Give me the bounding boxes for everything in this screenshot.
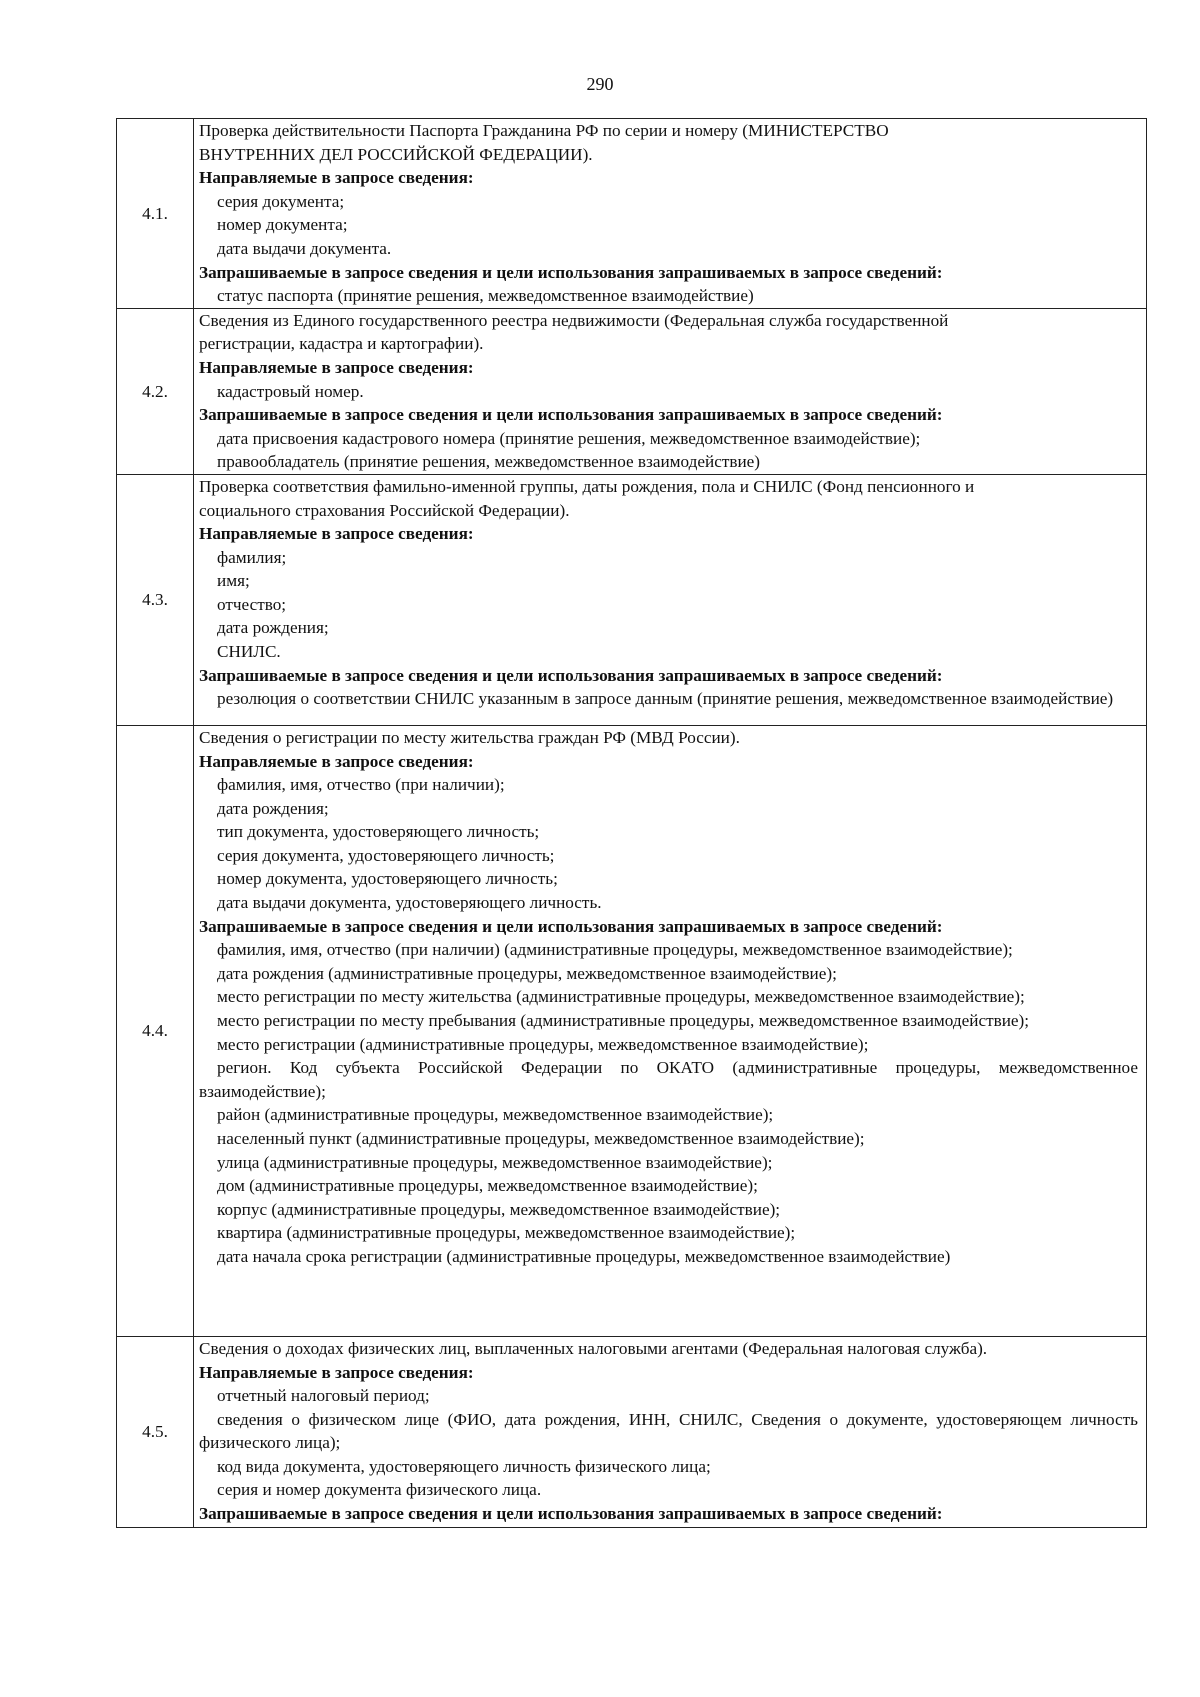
table-row xyxy=(117,308,1147,474)
requested-heading: Запрашиваемые в запросе сведения и цели использования запрашиваемых в запросе сведений: xyxy=(199,1504,943,1524)
sent-item: дата выдачи документа, удостоверяющего личность. xyxy=(217,893,602,913)
sent-item: дата выдачи документа. xyxy=(217,238,392,258)
table-row xyxy=(117,119,1147,309)
sent-heading: Направляемые в запросе сведения: xyxy=(199,168,474,188)
row-number: 4.3. xyxy=(117,474,194,725)
row-number: 4.2. xyxy=(117,308,194,474)
requested-item: регион. Код субъекта Российской Федерации по ОКАТО (административные процедуры, межведомственное взаимодействие); xyxy=(199,1058,1138,1101)
row-number: 4.5. xyxy=(117,1336,194,1527)
sent-item: отчетный налоговый период; xyxy=(217,1386,430,1406)
table-row xyxy=(117,1336,1147,1527)
requested-item: правообладатель (принятие решения, межведомственное взаимодействие) xyxy=(217,452,761,472)
requested-item: дата начала срока регистрации (административные процедуры, межведомственное взаимодействие) xyxy=(217,1246,951,1266)
row-content xyxy=(194,1336,1147,1527)
requested-item: резолюция о соответствии СНИЛС указанным в запросе данным (принятие решения, межведомственное взаимодействие) xyxy=(217,689,1114,709)
row-title-line: Сведения о доходах физических лиц, выплаченных налоговыми агентами (Федеральная налоговая служба). xyxy=(199,1338,988,1358)
row-content xyxy=(194,725,1147,1336)
sent-item: серия документа; xyxy=(217,191,345,211)
sent-heading: Направляемые в запросе сведения: xyxy=(199,1362,474,1382)
requested-item: место регистрации по месту пребывания (административные процедуры, межведомственное взаимодействие); xyxy=(217,1011,1030,1031)
sent-item: дата рождения; xyxy=(217,798,329,818)
page-number: 290 xyxy=(586,74,614,94)
row-content xyxy=(194,119,1147,309)
row-title-line: социального страхования Российской Федерации). xyxy=(199,500,570,520)
requested-item: место регистрации по месту жительства (административные процедуры, межведомственное взаимодействие); xyxy=(217,987,1025,1007)
sent-item: серия документа, удостоверяющего личность; xyxy=(217,845,555,865)
row-number: 4.1. xyxy=(117,119,194,309)
sent-heading: Направляемые в запросе сведения: xyxy=(199,524,474,544)
sent-item: СНИЛС. xyxy=(217,642,281,662)
requested-heading: Запрашиваемые в запросе сведения и цели использования запрашиваемых в запросе сведений: xyxy=(199,916,943,936)
sent-item: код вида документа, удостоверяющего личность физического лица; xyxy=(217,1456,711,1476)
sent-item: отчество; xyxy=(217,594,287,614)
row-title-line: регистрации, кадастра и картографии). xyxy=(199,334,484,354)
sent-item: дата рождения; xyxy=(217,618,329,638)
sent-heading: Направляемые в запросе сведения: xyxy=(199,357,474,377)
row-title-line: ВНУТРЕННИХ ДЕЛ РОССИЙСКОЙ ФЕДЕРАЦИИ). xyxy=(199,144,593,164)
sent-item: номер документа, удостоверяющего личность; xyxy=(217,869,558,889)
requested-item: населенный пункт (административные процедуры, межведомственное взаимодействие); xyxy=(217,1129,865,1148)
sent-item: серия и номер документа физического лица. xyxy=(217,1480,542,1500)
requested-item: дата присвоения кадастрового номера (принятие решения, межведомственное взаимодействие); xyxy=(217,428,921,448)
requested-heading: Запрашиваемые в запросе сведения и цели использования запрашиваемых в запросе сведений: xyxy=(199,262,943,282)
sent-item: фамилия, имя, отчество (при наличии); xyxy=(217,775,505,795)
requested-item: дом (административные процедуры, межведомственное взаимодействие); xyxy=(217,1176,758,1196)
requested-item: фамилия, имя, отчество (при наличии) (административные процедуры, межведомственное взаимодействие); xyxy=(217,940,1013,960)
table-row xyxy=(117,725,1147,1336)
sent-item: сведения о физическом лице (ФИО, дата рождения, ИНН, СНИЛС, Сведения о документе, удостоверяющем личность физического лица); xyxy=(199,1409,1138,1453)
sent-item: кадастровый номер. xyxy=(217,381,364,401)
row-title-line: Сведения из Единого государственного реестра недвижимости (Федеральная служба государственной xyxy=(199,310,949,330)
row-content xyxy=(194,474,1147,725)
requested-item: корпус (административные процедуры, межведомственное взаимодействие); xyxy=(217,1199,781,1219)
requested-item: район (административные процедуры, межведомственное взаимодействие); xyxy=(217,1105,774,1125)
sent-item: имя; xyxy=(217,571,250,591)
requested-item: улица (административные процедуры, межведомственное взаимодействие); xyxy=(217,1152,773,1172)
sent-item: номер документа; xyxy=(217,215,348,235)
row-content xyxy=(194,308,1147,474)
services-table xyxy=(116,118,1147,1528)
requested-item: квартира (административные процедуры, межведомственное взаимодействие); xyxy=(217,1223,796,1243)
requested-heading: Запрашиваемые в запросе сведения и цели использования запрашиваемых в запросе сведений: xyxy=(199,665,943,685)
table-row xyxy=(117,474,1147,725)
requested-heading: Запрашиваемые в запросе сведения и цели использования запрашиваемых в запросе сведений: xyxy=(199,405,943,425)
sent-item: тип документа, удостоверяющего личность; xyxy=(217,822,540,842)
row-title-line: Проверка действительности Паспорта Гражданина РФ по серии и номеру (МИНИСТЕРСТВО xyxy=(199,121,889,140)
requested-item: место регистрации (административные процедуры, межведомственное взаимодействие); xyxy=(217,1034,869,1054)
requested-item: дата рождения (административные процедуры, межведомственное взаимодействие); xyxy=(217,963,837,983)
requested-item: статус паспорта (принятие решения, межведомственное взаимодействие) xyxy=(217,286,754,306)
sent-heading: Направляемые в запросе сведения: xyxy=(199,751,474,771)
row-title-line: Сведения о регистрации по месту жительства граждан РФ (МВД России). xyxy=(199,727,740,747)
row-number: 4.4. xyxy=(117,725,194,1336)
sent-item: фамилия; xyxy=(217,547,287,567)
row-title-line: Проверка соответствия фамильно-именной группы, даты рождения, пола и СНИЛС (Фонд пенсионного и xyxy=(199,476,975,496)
